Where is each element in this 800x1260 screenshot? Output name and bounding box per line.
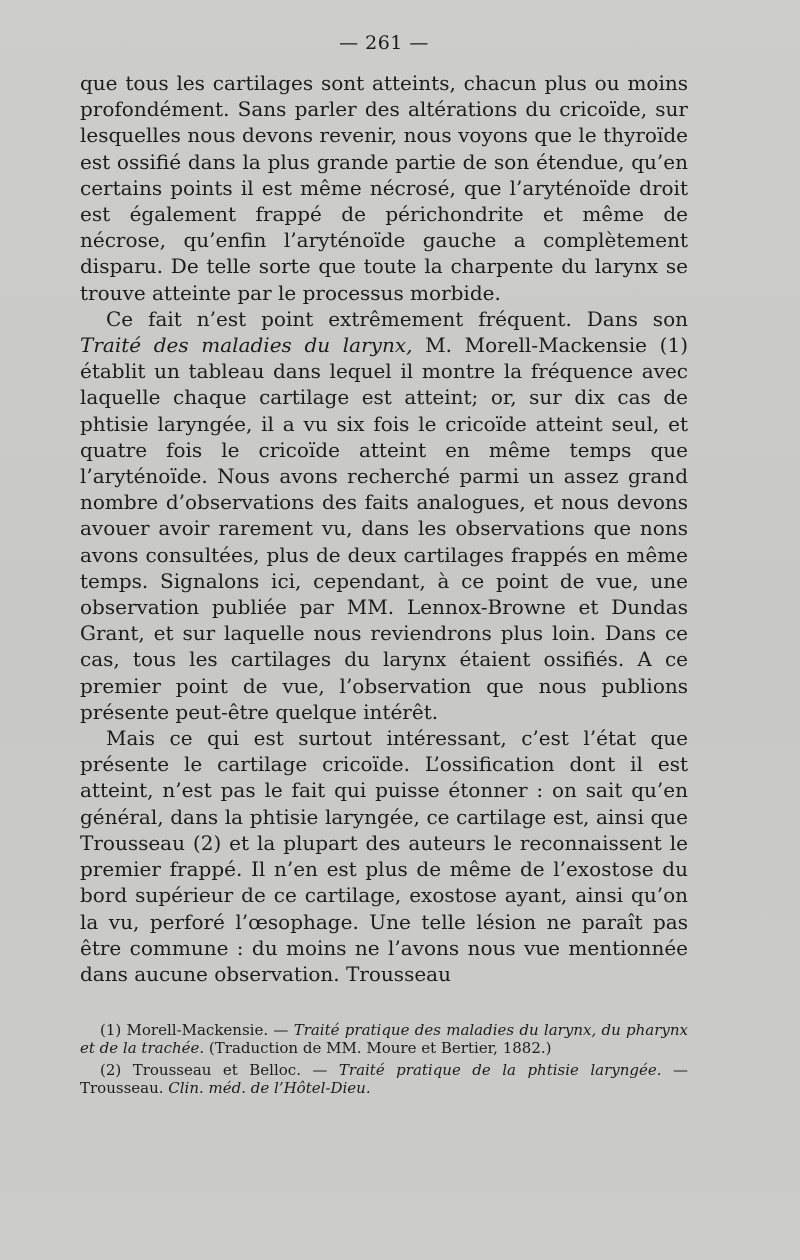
paragraph-cricoide: Mais ce qui est surtout intéressant, c’est l’état que présente le cartilage cricoïde. L’ossification dont il est atteint, n’est pas le fait qui puisse étonner : on sait qu’en général, dans la phtisie laryngée, ce cartilage est, ainsi que Trousseau (2) et la plupart des auteurs le reconnaissent le premier frappé. Il n’en est plus de même de l’exostose du bord supérieur de ce cartilage, exostose ayant, ainsi qu’on la vu, perforé l’œsophage. Une telle lésion ne paraît pas être commune : du moins ne l’avons nous vue mentionnée dans aucune observation. Trousseau bbox=[80, 726, 688, 986]
paragraph-text: Ce fait n’est point extrêmement fréquent. Dans son bbox=[106, 306, 688, 331]
footnote-2 bbox=[80, 1061, 688, 1097]
paragraph-text: M. Morell-Mackensie (1) établit un tableau dans lequel il montre la fréquence avec laquelle chaque cartilage est atteint; or, sur dix cas de phtisie laryngée, il a vu six fois le cricoïde atteint seul, et quatre fois le cricoïde atteint en même temps que l’aryténoïde. Nous avons recherché parmi un assez grand nombre d’observations des faits analogues, et nous devons avouer avoir rarement vu, dans les observations que nons avons consultées, plus de deux cartilages frappés en même temps. Signalons ici, cependant, à ce point de vue, une observation publiée par MM. Lennox-Browne et Dundas Grant, et sur laquelle nous reviendrons plus loin. Dans ce cas, tous les cartilages du larynx étaient ossifiés. A ce premier point de vue, l’observation que nous publions présente peut-être quelque intérêt. bbox=[80, 333, 688, 724]
footnote-rest: — Trousseau. bbox=[80, 1061, 688, 1098]
footnote-title: Clin. méd. de l’Hôtel-Dieu. bbox=[168, 1079, 371, 1098]
footnote-title: Traité pratique des maladies du larynx, du pharynx et de la trachée. bbox=[80, 1021, 689, 1058]
footnote-author: Trousseau et Belloc. — bbox=[121, 1061, 339, 1080]
main-text bbox=[80, 70, 688, 987]
footnote-marker: (2) bbox=[100, 1061, 122, 1080]
footnote-author: Morell-Mackensie. — bbox=[121, 1021, 294, 1040]
book-title-italic: Traité des maladies du larynx, bbox=[80, 333, 413, 358]
footnote-title: Traité pratique de la phtisie laryngée. bbox=[338, 1061, 662, 1080]
paragraph-morell-mackensie bbox=[80, 306, 688, 725]
footnotes bbox=[80, 1021, 688, 1097]
footnote-1 bbox=[80, 1021, 688, 1057]
paragraph-continuation: que tous les cartilages sont atteints, chacun plus ou moins profondément. Sans parler des altérations du cricoïde, sur lesquelles nous devons revenir, nous voyons que le thyroïde est ossifié dans la plus grande partie de son étendue, qu’en certains points il est même nécrosé, que l’aryténoïde droit est également frappé de périchondrite et même de nécrose, qu’enfin l’aryténoïde gauche a complètement disparu. De telle sorte que toute la charpente du larynx se trouve atteinte par le processus morbide. bbox=[80, 71, 688, 305]
footnote-marker: (1) bbox=[100, 1021, 122, 1040]
footnote-rest: (Traduction de MM. Moure et Bertier, 1882.) bbox=[204, 1039, 552, 1058]
page-number: — 261 — bbox=[339, 32, 429, 54]
